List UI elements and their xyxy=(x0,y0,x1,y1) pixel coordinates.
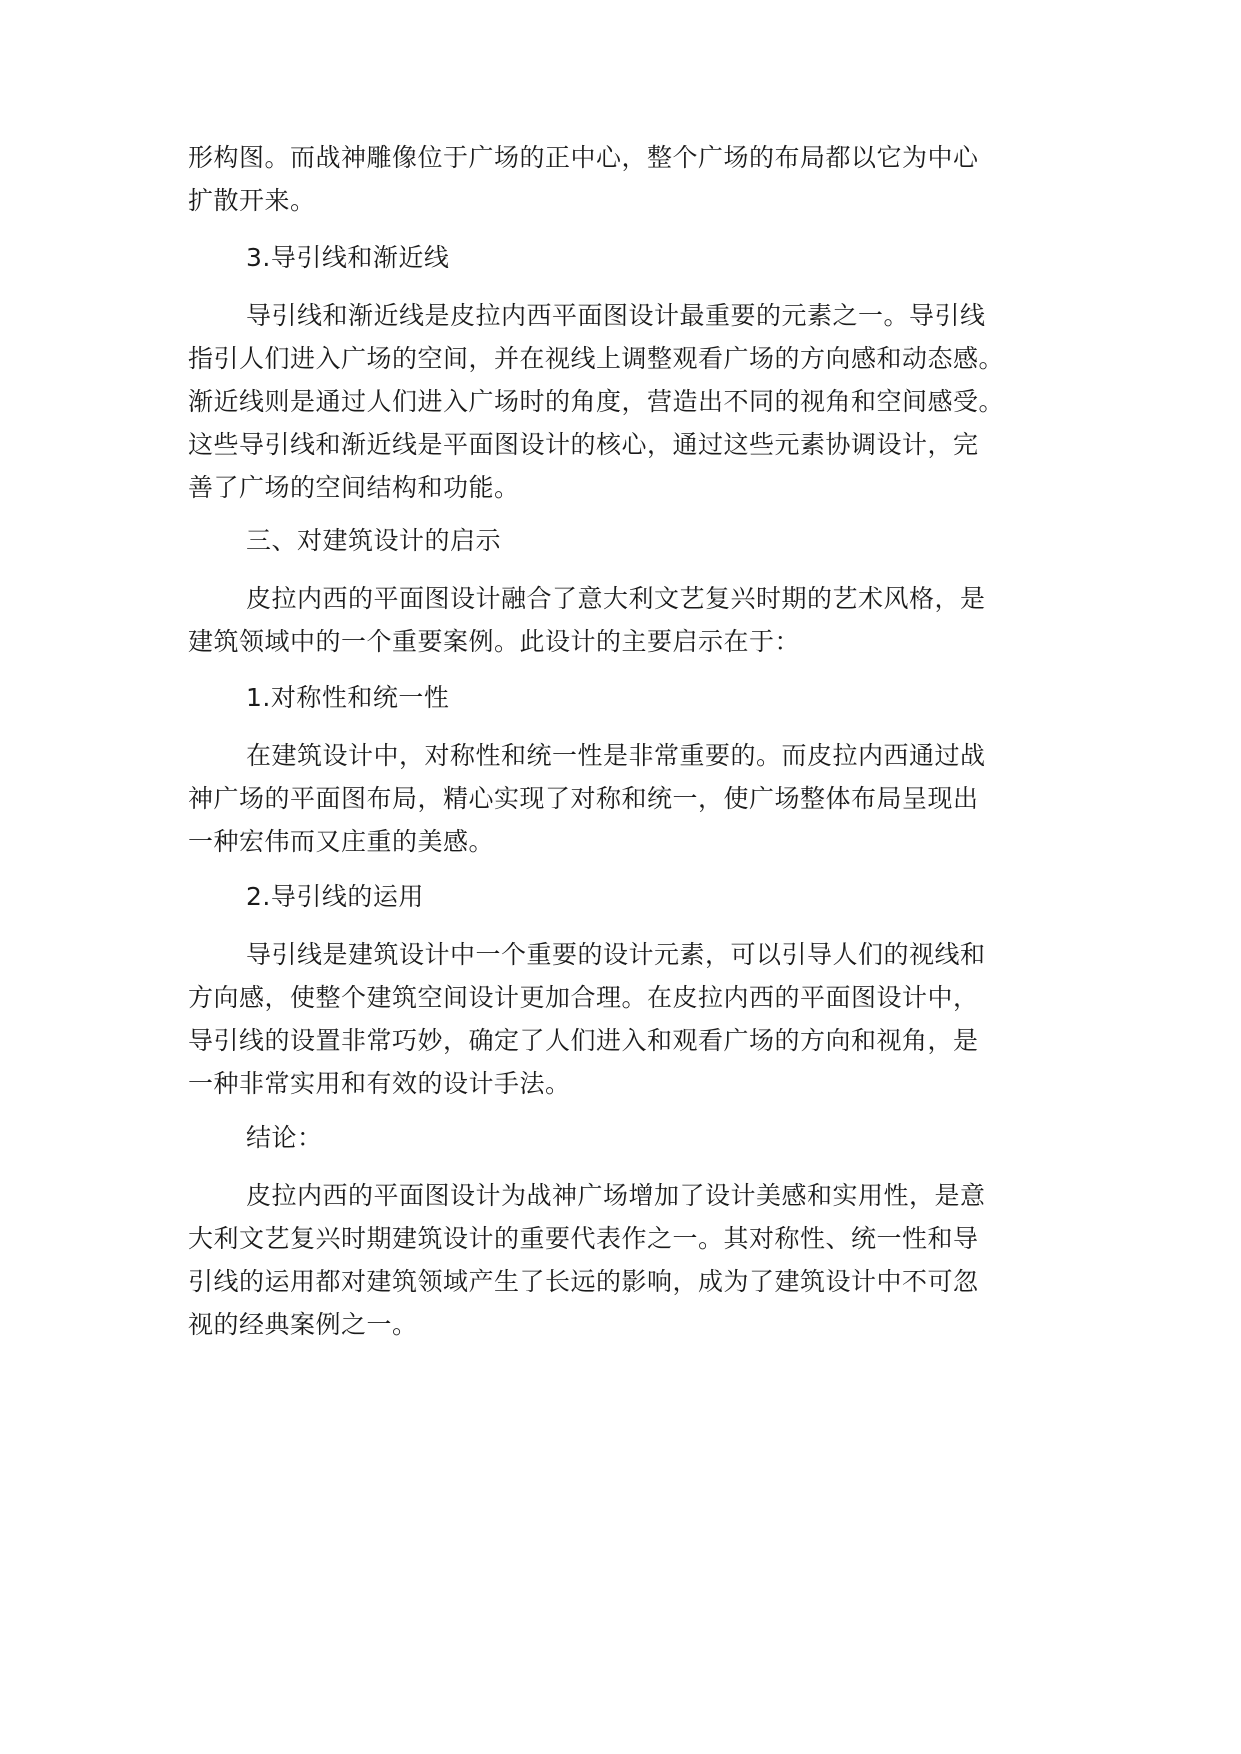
text-line: 一种非常实用和有效的设计手法。 xyxy=(188,1069,571,1098)
text-line: 导引线是建筑设计中一个重要的设计元素，可以引导人们的视线和 xyxy=(246,940,986,969)
text-line: 大利文艺复兴时期建筑设计的重要代表作之一。其对称性、统一性和导 xyxy=(188,1224,979,1253)
paragraph-guideline-use xyxy=(188,933,1056,1105)
text-line: 这些导引线和渐近线是平面图设计的核心，通过这些元素协调设计，完 xyxy=(188,430,979,459)
section-heading: 3.导引线和渐近线 xyxy=(246,243,450,272)
text-line: 皮拉内西的平面图设计融合了意大利文艺复兴时期的艺术风格，是 xyxy=(246,584,986,613)
text-line: 建筑领域中的一个重要案例。此设计的主要启示在于： xyxy=(188,627,801,656)
text-line: 扩散开来。 xyxy=(188,186,316,215)
paragraph-inspiration xyxy=(188,577,1056,663)
heading-guideline-asymptote xyxy=(188,236,1056,279)
paragraph-guideline xyxy=(188,294,1056,509)
text-line: 导引线的设置非常巧妙，确定了人们进入和观看广场的方向和视角，是 xyxy=(188,1026,979,1055)
paragraph-continuation xyxy=(188,136,1056,222)
section-heading: 2.导引线的运用 xyxy=(246,882,424,911)
text-line: 指引人们进入广场的空间，并在视线上调整观看广场的方向感和动态感。 xyxy=(188,344,1005,373)
text-line: 神广场的平面图布局，精心实现了对称和统一，使广场整体布局呈现出 xyxy=(188,784,979,813)
text-line: 在建筑设计中，对称性和统一性是非常重要的。而皮拉内西通过战 xyxy=(246,741,986,770)
text-line: 形构图。而战神雕像位于广场的正中心，整个广场的布局都以它为中心 xyxy=(188,143,979,172)
text-line: 一种宏伟而又庄重的美感。 xyxy=(188,827,495,856)
heading-guideline-use xyxy=(188,875,1056,918)
conclusion-heading xyxy=(188,1116,1056,1159)
text-line: 善了广场的空间结构和功能。 xyxy=(188,473,520,502)
text-line: 引线的运用都对建筑领域产生了长远的影响，成为了建筑设计中不可忽 xyxy=(188,1267,979,1296)
text-line: 皮拉内西的平面图设计为战神广场增加了设计美感和实用性，是意 xyxy=(246,1181,986,1210)
section-title-inspiration xyxy=(188,519,1056,562)
text-line: 视的经典案例之一。 xyxy=(188,1310,418,1339)
text-line: 方向感，使整个建筑空间设计更加合理。在皮拉内西的平面图设计中， xyxy=(188,983,979,1012)
paragraph-conclusion xyxy=(188,1174,1056,1346)
section-heading: 结论： xyxy=(246,1123,323,1152)
heading-symmetry xyxy=(188,676,1056,719)
section-heading: 1.对称性和统一性 xyxy=(246,683,450,712)
section-heading: 三、对建筑设计的启示 xyxy=(246,526,502,555)
text-line: 导引线和渐近线是皮拉内西平面图设计最重要的元素之一。导引线 xyxy=(246,301,986,330)
text-line: 渐近线则是通过人们进入广场时的角度，营造出不同的视角和空间感受。 xyxy=(188,387,1005,416)
paragraph-symmetry xyxy=(188,734,1056,863)
